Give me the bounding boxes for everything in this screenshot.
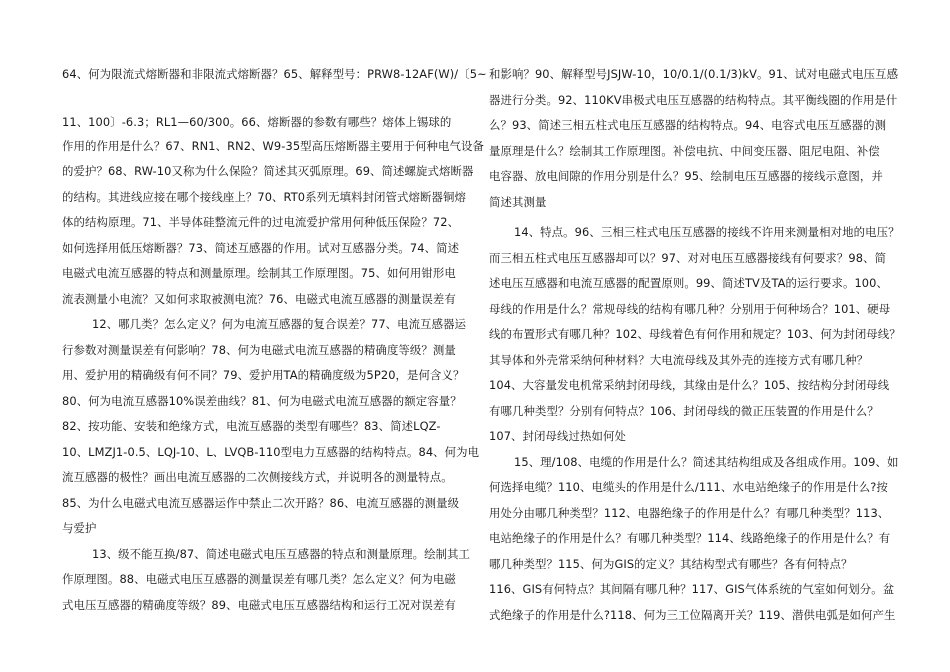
text-line: 简述其测量 xyxy=(489,195,547,209)
text-line: 量原理是什么？绘制其工作原理图。补偿电抗、中间变压器、阻尼电阻、补偿 xyxy=(489,144,880,158)
text-line: 10、LMZJ1-0.5、LQJ-10、L、LVQB-110型电力互感器的结构特点。84、何为电 xyxy=(62,445,480,459)
text-line: 行参数对测量误差有何影响？78、何为电磁式电流互感器的精确度等级？测量 xyxy=(62,343,456,357)
text-line: 式绝缘子的作用是什么?118、何为三工位隔离开关？119、潜供电弧是如何产生 xyxy=(489,608,896,622)
text-line: 述电压互感器和电流互感器的配置原则。99、简述TV及TA的运行要求。100、 xyxy=(489,276,888,290)
text-line: 式电压互感器的精确度等级？89、电磁式电压互感器结构和运行工况对误差有 xyxy=(62,598,456,612)
text-line: 13、级不能互换/87、简述电磁式电压互感器的特点和测量原理。绘制其工 xyxy=(92,547,471,561)
text-line: 母线的作用是什么？常规母线的结构有哪几种？分别用于何种场合？101、硬母 xyxy=(489,302,891,316)
text-line: 流表测量小电流？又如何求取被测电流？76、电磁式电流互感器的测量误差有 xyxy=(62,292,456,306)
text-line: 116、GIS有何特点？其间隔有哪几种？117、GIS气体系统的气室如何划分。盆 xyxy=(489,582,895,596)
text-line: 么？93、简述三相五柱式电压互感器的结构特点。94、电容式电压互感器的测 xyxy=(489,118,887,132)
text-line: 何选择电缆？110、电缆头的作用是什么/111、水电站绝缘子的作用是什么?按 xyxy=(489,480,888,494)
text-line: 电站绝缘子的作用是什么？有哪几种类型？114、线路绝缘子的作用是什么？有 xyxy=(489,531,891,545)
text-line: 用处分由哪几种类型？112、电器绝缘子的作用是什么？有哪几种类型？113、 xyxy=(489,506,890,520)
text-line: 11、100〕-6.3；RL1—60/300。66、熔断器的参数有哪些？熔体上锡球的 xyxy=(62,115,452,129)
text-line: 有哪几种类型？分别有何特点？106、封闭母线的微正压装置的作用是什么？ xyxy=(489,404,879,418)
text-line: 85、为什么电磁式电流互感器运作中禁止二次开路？86、电流互感器的测量级 xyxy=(62,496,460,510)
text-line: 其导体和外壳常采纳何种材料？大电流母线及其外壳的连接方式有哪几种？ xyxy=(489,353,869,367)
text-line: 15、理/108、电缆的作用是什么？简述其结构组成及各组成作用。109、如 xyxy=(514,455,899,469)
text-line: 电磁式电流互感器的特点和测量原理。绘制其工作原理图。75、如何用钳形电 xyxy=(62,266,456,280)
text-line: 作原理图。88、电磁式电压互感器的测量误差有哪几类？怎么定义？何为电磁 xyxy=(62,572,456,586)
text-line: 107、封闭母线过热如何处 xyxy=(489,429,626,443)
text-line: 的爱护？68、RW-10又称为什么保险？简述其灭弧原理。69、简述螺旋式熔断器 xyxy=(62,164,474,178)
text-line: 如何选择用低压熔断器？73、简述互感器的作用。试对互感器分类。74、简述 xyxy=(62,241,460,255)
text-line: 电容器、放电间隙的作用分别是什么？95、绘制电压互感器的接线示意图，并 xyxy=(489,169,883,183)
text-line: 作用的作用是什么？67、RN1、RN2、W9-35型高压熔断器主要用于何种电气设备 xyxy=(62,139,485,153)
left-text-column xyxy=(62,0,487,672)
text-line: 104、大容量发电机常采纳封闭母线，其缘由是什么？105、按结构分封闭母线 xyxy=(489,378,890,392)
text-line: 和影响？90、解释型号JSJW-10，10/0.1/(0.1/3)kV。91、试对电磁式电压互感 xyxy=(489,67,899,81)
text-line: 64、何为限流式熔断器和非限流式熔断器？65、解释型号：PRW8-12AF(W)/〔5~ xyxy=(62,67,487,81)
text-line: 用、爱护用的精确级有何不同？79、爱护用TA的精确度级为5P20，是何含义？ xyxy=(62,368,465,382)
text-line: 82、按功能、安装和绝缘方式，电流互感器的类型有哪些？83、简述LQZ- xyxy=(62,419,441,433)
text-line: 哪几种类型？115、何为GIS的定义？其结构型式有哪些？各有何特点？ xyxy=(489,557,853,571)
text-line: 流互感器的极性？画出电流互感器的二次侧接线方式，并说明各的测量特点。 xyxy=(62,470,453,484)
text-line: 12、哪几类？怎么定义？何为电流互感器的复合误差？77、电流互感器运 xyxy=(92,317,467,331)
text-line: 与爱护 xyxy=(62,521,97,535)
text-line: 线的布置形式有哪几种？102、母线着色有何作用和规定？103、何为封闭母线？ xyxy=(489,327,901,341)
text-line: 的结构。其进线应接在哪个接线座上？70、RT0系列无填料封闭管式熔断器铜熔 xyxy=(62,190,466,204)
text-line: 体的结构原理。71、半导体硅整流元件的过电流爱护常用何种低压保险？72、 xyxy=(62,215,460,229)
text-line: 80、何为电流互感器10%误差曲线？81、何为电磁式电流互感器的额定容量？ xyxy=(62,394,462,408)
right-text-column xyxy=(489,0,901,672)
text-line: 而三相五柱式电压互感器却可以？97、对对电压互感器接线有何要求？98、简 xyxy=(489,251,887,265)
text-line: 器进行分类。92、110KV串极式电压互感器的结构特点。其平衡线圈的作用是什 xyxy=(489,93,898,107)
text-line: 14、特点。96、三相三柱式电压互感器的接线不许用来测量相对地的电压？ xyxy=(514,225,900,239)
